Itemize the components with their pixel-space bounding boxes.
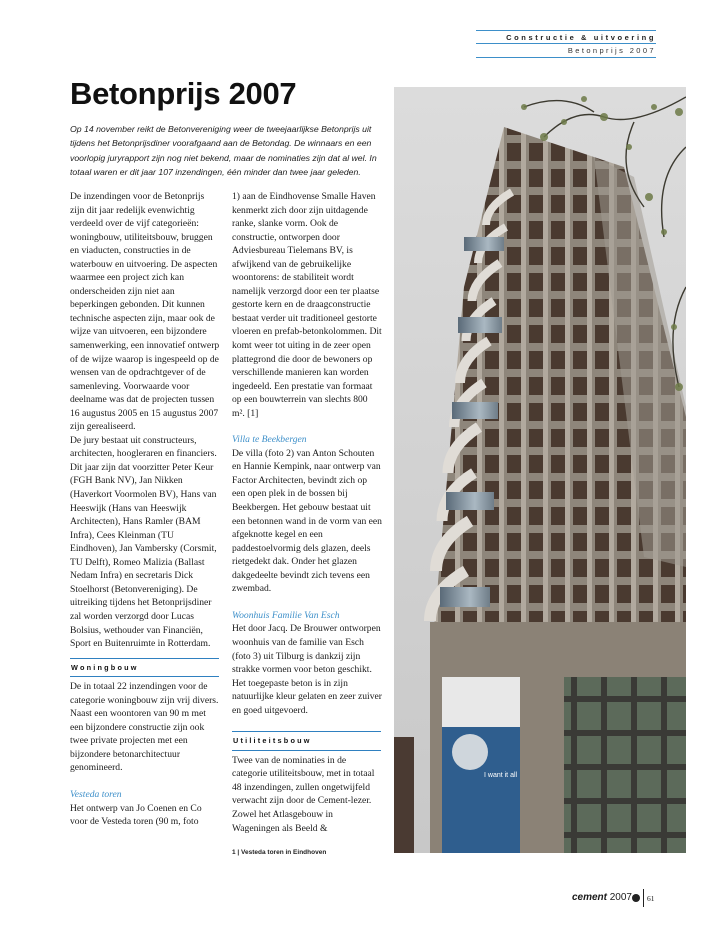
article-title: Betonprijs 2007 (70, 76, 297, 111)
header-rule-bottom (476, 57, 656, 58)
article-intro: Op 14 november reikt de Betonvereniging weer de tweejaarlijkse Betonprijs uit tijdens het Betonprijsdiner voorafgaand aan de Betondag. De winnaars en een voorlopig juryrapport zijn nog niet bekend, maar de nominaties zijn dat al wel. In totaal waren er dit jaar 107 inzendingen, één minder dan twee jaar geleden. (70, 124, 377, 178)
paragraph: Twee van de nominaties in de categorie utiliteitsbouw, met in totaal 48 inzendingen, zullen ongetwijfeld verwacht zijn door de Cement-lezer. Zowel het Atlasgebouw in Wageningen als Beeld & (232, 754, 375, 834)
tower-photo (394, 87, 686, 853)
text-column-1 (70, 190, 220, 829)
footer-divider (643, 889, 644, 907)
billboard (442, 677, 520, 853)
podium-windows (564, 677, 686, 853)
subheading-villa: Villa te Beekbergen (232, 434, 307, 446)
subheading-vesteda: Vesteda toren (70, 788, 122, 800)
paragraph: 1) aan de Eindhovense Smalle Haven kenmerkt zich door zijn uitdagende ranke, slanke vorm. Ook de constructie, ontworpen door Adviesbureau Tielemans BV, is afwijkend van de gebruikelijke woontorens: de stabiliteit wordt namelijk verzorgd door een ter plaatse gestorte kern en de draagconstructie bestaat verder uit traditioneel gestorte vloeren en prefab-betonkolommen. Dit komt weer tot uiting in de zeer open plattegrond die door de bewoners op verschillende manieren kan worden ingedeeld. Een prestatie van formaat op een bouwterrein van slechts 800 m². [1] (232, 191, 382, 419)
brand-name: cement (571, 892, 607, 903)
footer-brand (540, 892, 632, 903)
subsection-label: Betonprijs 2007 (567, 46, 656, 55)
paragraph: Het door Jacq. De Brouwer ontworpen woonhuis van de familie van Esch (foto 3) uit Tilburg is dankzij zijn strakke vormen voor beton geschikt. Het toegepaste beton is in zijn natuurlijke kleur gelaten en zeer zuiver en goed uitgevoerd. (232, 623, 382, 716)
text-column-2 (232, 190, 382, 835)
paragraph: De villa (foto 2) van Anton Schouten en Hannie Kempink, naar ontwerp van Factor Architecten, bevindt zich op een open plek in de bossen bij Beekbergen. Het gebouw bestaat uit een betonnen wand in de vorm van een afgeknotte kegel en een paddestoelvormig dels glazen, deels rietgedekt dak. Onder het glazen dakgedeelte bevindt zich tevens een zwembad. (232, 447, 382, 595)
page-footer (540, 889, 690, 909)
billboard-text: I want it all (484, 772, 518, 779)
photo-caption: 1 | Vesteda toren in Eindhoven (232, 849, 327, 856)
header-rule-middle (476, 43, 656, 44)
header-rule-top (476, 30, 656, 31)
brand-year: 2007 (609, 892, 632, 903)
section-label: Constructie & uitvoering (506, 33, 656, 42)
page-number: 61 (647, 894, 655, 903)
paragraph: De inzendingen voor de Betonprijs zijn dit jaar redelijk evenwichtig verdeeld over de vijf categorieën: woningbouw, utiliteitsbouw, bruggen en viaducten, constructies in de waterbouw en uitvoering. De aspecten waarmee een project zich kan onderscheiden zijn niet aan beperkingen gebonden. Dit kunnen technische aspecten zijn, maar ook de wijze van uitvoeren, een bijzondere samenwerking, een innovatief ontwerp of de wijze waarop is ingespeeld op de wensen van de opdrachtgever of de samenleving. Voorwaarde voor deelname was dat de projecten tussen 16 augustus 2005 en 15 augustus 2007 zijn gerealiseerd. (70, 191, 220, 433)
paragraph: De jury bestaat uit constructeurs, architecten, hoogleraren en financiers. Dit jaar zijn dat voorzitter Peter Keur (FGH Bank NV), Jan Nikken (Haverkort Voormolen BV), Hans van Heeswijk (Hans van Heeswijk Architecten), Hans Ramler (BAM Infra), Cees Kleinman (TU Eindhoven), Jan Vambersky (Corsmit, TU Delft), Romeo Malizia (Ballast Nedam Infra) en secretaris Dick Stoelhorst (Betonvereniging). De uitreiking tijdens het Betonprijsdiner zal worden verzorgd door Lucas Bolsius, wethouder van Financiën, Sport en Buitenruimte in Rotterdam. (70, 434, 217, 650)
section-heading-woningbouw: Woningbouw (70, 658, 219, 678)
section-heading-utiliteitsbouw: Utiliteitsbouw (232, 731, 381, 751)
subheading-woonhuis: Woonhuis Familie Van Esch (232, 609, 340, 621)
paragraph: Het ontwerp van Jo Coenen en Co voor de Vesteda toren (90 m, foto (70, 802, 202, 828)
neighbouring-building (394, 737, 414, 853)
paragraph: De in totaal 22 inzendingen voor de categorie woningbouw zijn vrij divers. Naast een woontoren van 90 m met een bijzondere constructie zijn ook twee private projecten met een bijzondere betonarchitectuur genomineerd. (70, 681, 219, 774)
brand-mark-icon (632, 894, 640, 902)
